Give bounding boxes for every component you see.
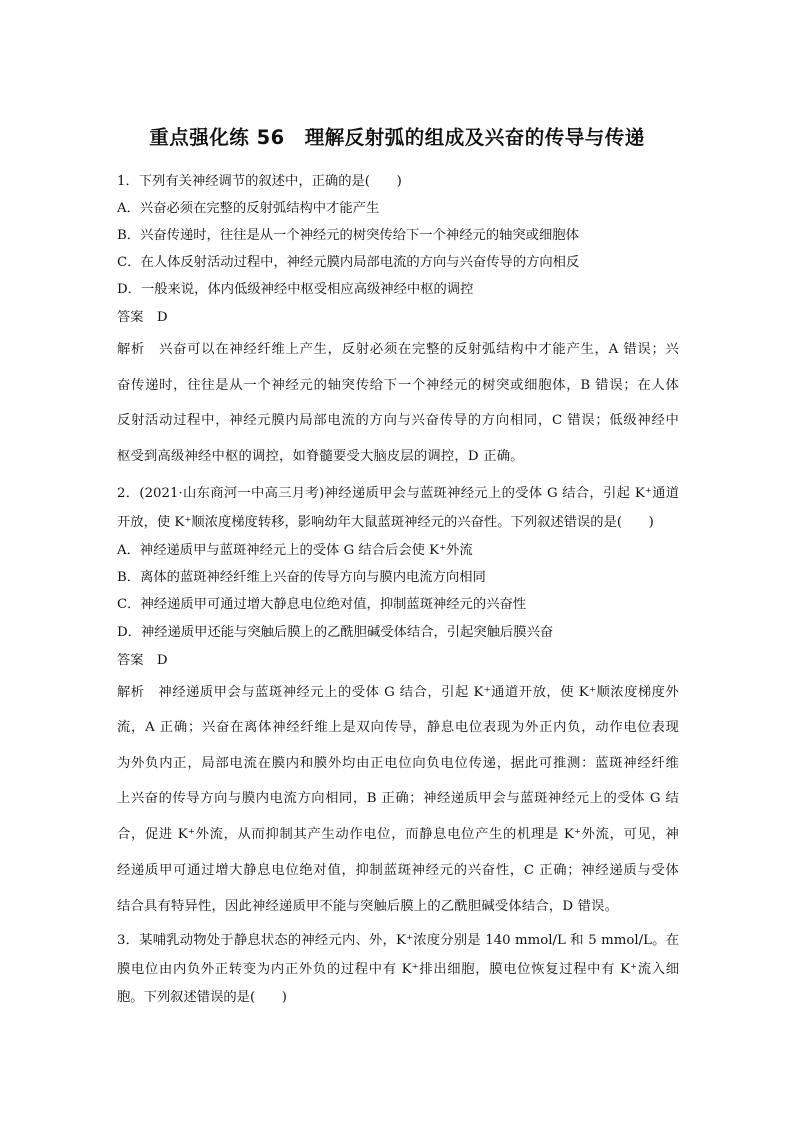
question-2-analysis-line: 结合具有特异性，因此神经递质甲不能与突触后膜上的乙酰胆碱受体结合，D 错误。 (117, 899, 619, 914)
question-2-option-a: A．神经递质甲与蓝斑神经元上的受体 G 结合后会使 K⁺外流 (117, 543, 473, 558)
question-3-stem: 3．某哺乳动物处于静息状态的神经元内、外，K⁺浓度分别是 140 mmol/L 和 5 mmol/L。在 (117, 933, 679, 948)
question-2-option-b: B．离体的蓝斑神经纤维上兴奋的传导方向与膜内电流方向相同 (117, 570, 486, 585)
question-2-analysis-line: 合，促进 K⁺外流，从而抑制其产生动作电位，而静息电位产生的机理是 K⁺外流，可见，神 (117, 827, 679, 842)
question-2-analysis-line: 上兴奋的传导方向与膜内电流方向相同，B 正确；神经递质甲会与蓝斑神经元上的受体 G 结 (117, 791, 679, 806)
question-2-analysis-line: 经递质甲可通过增大静息电位绝对值，抑制蓝斑神经元的兴奋性，C 正确；神经递质与受体 (117, 863, 679, 878)
question-1-stem: 1．下列有关神经调节的叙述中，正确的是( ) (117, 174, 402, 189)
question-1-option-c: C．在人体反射活动过程中，神经元膜内局部电流的方向与兴奋传导的方向相反 (117, 255, 580, 270)
question-1-option-a: A．兴奋必须在完整的反射弧结构中才能产生 (117, 201, 380, 216)
question-1-analysis-line: 解析 兴奋可以在神经纤维上产生，反射必须在完整的反射弧结构中才能产生，A 错误；兴 (117, 342, 679, 357)
question-3-stem: 膜电位由内负外正转变为内正外负的过程中有 K⁺排出细胞，膜电位恢复过程中有 K⁺流入细 (117, 962, 679, 977)
question-3-stem: 胞。下列叙述错误的是( ) (117, 990, 287, 1005)
question-2-analysis-line: 解析 神经递质甲会与蓝斑神经元上的受体 G 结合，引起 K⁺通道开放，使 K⁺顺浓度梯度外 (117, 685, 679, 700)
question-1-option-b: B．兴奋传递时，往往是从一个神经元的树突传给下一个神经元的轴突或细胞体 (117, 228, 579, 243)
question-1-answer: 答案 D (117, 310, 168, 325)
page-title: 重点强化练 56 理解反射弧的组成及兴奋的传导与传递 (149, 126, 645, 149)
question-2-stem: 开放，使 K⁺顺浓度梯度转移，影响幼年大鼠蓝斑神经元的兴奋性。下列叙述错误的是( ) (117, 515, 654, 530)
question-2-stem: 2．(2021·山东商河一中高三月考)神经递质甲会与蓝斑神经元上的受体 G 结合，引起 K⁺通道 (117, 486, 679, 501)
question-1-analysis-line: 枢受到高级神经中枢的调控，如脊髓要受大脑皮层的调控，D 正确。 (117, 449, 524, 464)
question-2-option-c: C．神经递质甲可通过增大静息电位绝对值，抑制蓝斑神经元的兴奋性 (117, 597, 527, 612)
question-1-analysis-line: 奋传递时，往往是从一个神经元的轴突传给下一个神经元的树突或细胞体，B 错误；在人体 (117, 378, 679, 393)
question-2-analysis-line: 流，A 正确；兴奋在离体神经纤维上是双向传导，静息电位表现为外正内负，动作电位表现 (117, 720, 679, 735)
question-2-option-d: D．神经递质甲还能与突触后膜上的乙酰胆碱受体结合，引起突触后膜兴奋 (117, 625, 554, 640)
question-2-analysis-line: 为外负内正，局部电流在膜内和膜外均由正电位向负电位传递，据此可推测：蓝斑神经纤维 (117, 756, 679, 771)
question-2-answer: 答案 D (117, 653, 168, 668)
question-1-analysis-line: 反射活动过程中，神经元膜内局部电流的方向与兴奋传导的方向相同，C 错误；低级神经中 (117, 413, 679, 428)
question-1-option-d: D．一般来说，体内低级神经中枢受相应高级神经中枢的调控 (117, 282, 474, 297)
